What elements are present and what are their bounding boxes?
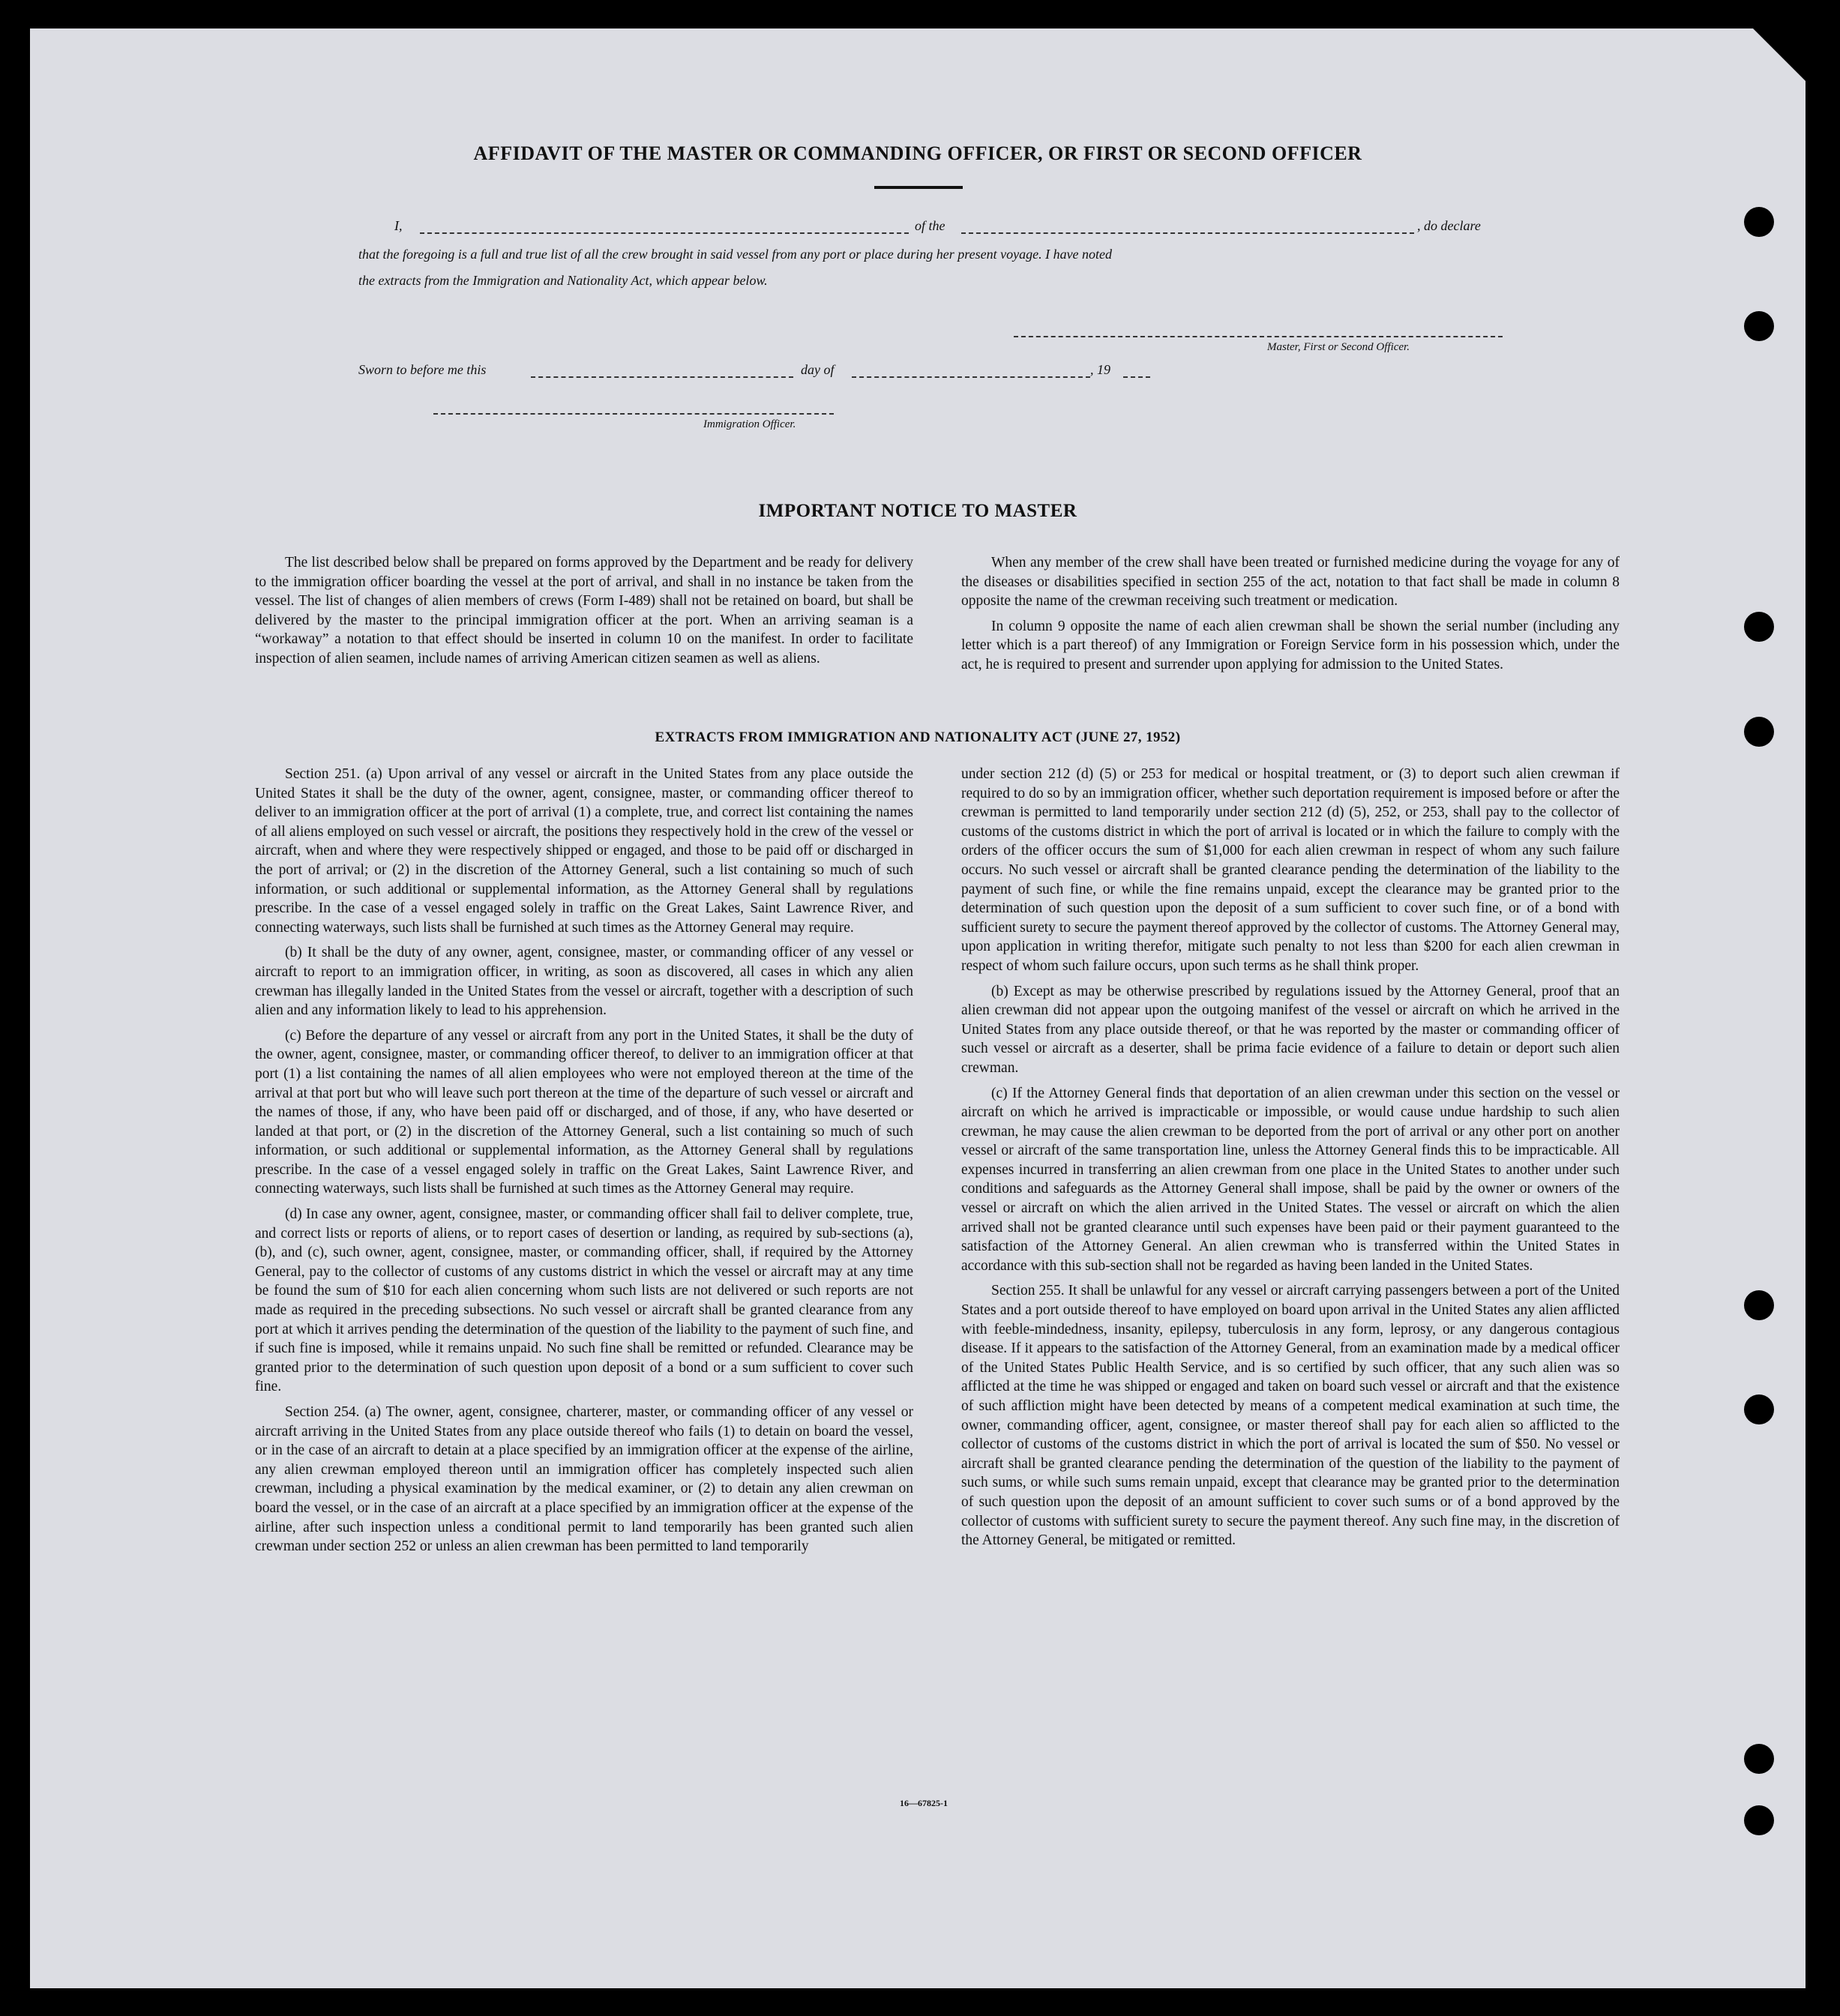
binder-hole-1	[1744, 207, 1774, 237]
extract-paragraph: (d) In case any owner, agent, consignee, master, or commanding officer shall fail to deliver complete, true, and correct lists or reports of aliens, or to report cases of desertion or landing, as required by sub-sections (a), (b), and (c), such owner, agent, consignee, master, or commanding officer, shall, if required by the Attorney General, pay to the collector of customs of any customs district in which the vessel or aircraft may at any time be found the sum of $10 for each alien concerning whom such lists are not delivered or such reports are not made as required in the preceding subsections. No such vessel or aircraft shall be granted clearance from any port at which it arrives pending the determination of the question of the liability to the payment of such fine, and if such fine is imposed, while it remains unpaid. No such fine shall be remitted or refunded. Clearance may be granted prior to the determination of such question upon deposit of a bond or a sum sufficient to cover such fine.	[255, 1206, 913, 1395]
name-blank[interactable]	[420, 232, 909, 234]
extracts-right-column	[961, 765, 1620, 1556]
binder-hole-2	[1744, 311, 1774, 341]
notice-paragraph: In column 9 opposite the name of each alien crewman shall be shown the serial number (including any letter which is a part thereof) of any Immigration or Foreign Service form in his possession which, under the act, he is required to present and surrender upon applying for admission to the United States.	[961, 618, 1620, 672]
day-of-text: day of	[801, 362, 835, 377]
binder-hole-8	[1744, 1805, 1774, 1835]
master-signature-label: Master, First or Second Officer.	[1267, 341, 1410, 353]
extracts-title: EXTRACTS FROM IMMIGRATION AND NATIONALITY ACT (JUNE 27, 1952)	[655, 729, 1181, 745]
sworn-month-blank[interactable]	[852, 376, 1090, 378]
sworn-text: Sworn to before me this	[358, 362, 487, 377]
affidavit-line-2: that the foregoing is a full and true list of all the crew brought in said vessel from any port or place during her present voyage. I have noted	[358, 247, 1113, 262]
extract-paragraph: Section 254. (a) The owner, agent, consignee, charterer, master, or commanding officer of any vessel or aircraft arriving in the United States from any place outside thereof who fails (1) to detain on board the vessel, or in the case of an aircraft to detain at a place specified by an immigration officer at the expense of the airline, any alien crewman employed thereon until an immigration officer has completely inspected such alien crewman, including a physical examination by the medical examiner, or (2) to detain any alien crewman on board the vessel, or in the case of an aircraft at a place specified by an immigration officer at the expense of the airline, after such inspection unless a conditional permit to land temporarily has been granted such alien crewman under section 252 or unless an alien crewman has been permitted to land temporarily	[255, 1404, 913, 1555]
form-number: 16—67825-1	[900, 1798, 948, 1808]
title-underline	[874, 186, 963, 189]
notice-title: IMPORTANT NOTICE TO MASTER	[758, 501, 1077, 521]
extracts-left-column	[255, 765, 913, 1562]
folded-corner	[1753, 28, 1806, 81]
binder-hole-6	[1744, 1394, 1774, 1424]
notice-paragraph: When any member of the crew shall have been treated or furnished medicine during the voyage for any of the diseases or disabilities specified in section 255 of the act, notation to that fact shall be made in column 8 opposite the name of the crewman receiving such treatment or medication.	[961, 555, 1620, 610]
extract-paragraph: under section 212 (d) (5) or 253 for medical or hospital treatment, or (3) to deport such alien crewman if required to do so by an immigration officer, whether such deportation requirement is imposed before or after the crewman is permitted to land temporarily under section 212 (d) (5), 252, or 253, shall pay to the collector of customs of the customs district in which the port of arrival is located or in which the failure to comply with the orders of the officer occurs the sum of $1,000 for each alien crewman in respect of whom any such failure occurs. No such vessel or aircraft shall be granted clearance pending the determination of the liability to the payment of such fine, or while the fine remains unpaid, except the clearance may be granted prior to the determination of such question upon the deposit of a sum sufficient to cover such fine, or of a bond with sufficient surety to secure the payment thereof approved by the collector of customs. The Attorney General may, upon application in writing therefor, mitigate such penalty to not less than $200 for each alien crewman in respect of whom such failure occurs, upon such terms as he shall think proper.	[961, 766, 1620, 974]
binder-hole-7	[1744, 1744, 1774, 1774]
extract-paragraph: (b) Except as may be otherwise prescribed by regulations issued by the Attorney General, proof that an alien crewman did not appear upon the outgoing manifest of the vessel or aircraft on which he arrived in the United States from any place outside thereof, or that he was reported by the master or commanding officer of such vessel or aircraft as a deserter, shall be prima facie evidence of a failure to detain or deport such alien crewman.	[961, 983, 1620, 1076]
sworn-day-blank[interactable]	[531, 376, 793, 378]
sworn-year-blank[interactable]	[1123, 376, 1150, 378]
affidavit-title: AFFIDAVIT OF THE MASTER OR COMMANDING OFFICER, OR FIRST OR SECOND OFFICER	[473, 142, 1362, 164]
extract-paragraph: (c) Before the departure of any vessel or aircraft from any port in the United States, it shall be the duty of the owner, agent, consignee, master, or commanding officer thereof, to deliver to an immigration officer at that port (1) a list containing the names of all alien employees who were not employed thereon at the time of the arrival at that port but who will leave such port thereon at the time of the departure of such vessel or aircraft and the names of those, if any, who have been paid off or discharged, and of those, if any, who have deserted or landed at that port, or (2) in the discretion of the Attorney General, such a list containing so much of such information, or such additional or supplemental information, as the Attorney General shall by regulations prescribe. In the case of a vessel engaged solely in traffic on the Great Lakes, Saint Lawrence River, and connecting waterways, such lists shall be furnished at such times as the Attorney General may require.	[255, 1027, 913, 1197]
notice-right-column	[961, 553, 1620, 681]
binder-hole-3	[1744, 612, 1774, 642]
extract-paragraph: Section 255. It shall be unlawful for any vessel or aircraft carrying passengers between a port of the United States and a port outside thereof to have employed on board upon arrival in the United States any alien afflicted with feeble-mindedness, insanity, epilepsy, tuberculosis in any form, leprosy, or any dangerous contagious disease. If it appears to the satisfaction of the Attorney General, from an examination made by a medical officer of the United States Public Health Service, and is so certified by such officer, that any such alien was so afflicted at the time he was shipped or engaged and taken on board such vessel or aircraft and that the existence of such affliction might have been detected by means of a competent medical examination at such time, the owner, commanding officer, agent, consignee, or master thereof shall pay for each alien so afflicted to the collector of customs of the customs district in which the port of arrival is located the sum of $50. No vessel or aircraft shall be granted clearance pending the determination of the question of the liability to the payment of such sums, or while such sums remain unpaid, except that clearance may be granted prior to the determination of such question upon the deposit of an amount sufficient to cover such sums or of a bond approved by the collector of customs with sufficient surety to secure the payment thereof. Any such fine may, in the discretion of the Attorney General, be mitigated or remitted.	[961, 1283, 1620, 1549]
vessel-blank[interactable]	[961, 232, 1414, 234]
affidavit-declare: , do declare	[1417, 218, 1481, 233]
extract-paragraph: (b) It shall be the duty of any owner, agent, consignee, master, or commanding officer of any vessel or aircraft to report to an immigration officer, in writing, as soon as discovered, all cases in which any alien crewman has illegally landed in the United States from the vessel or aircraft, together with a description of such alien and any information likely to lead to his apprehension.	[255, 945, 913, 1019]
affidavit-of-the: of the	[915, 218, 945, 233]
officer-signature-line[interactable]	[433, 413, 834, 415]
affidavit-i: I,	[394, 218, 403, 233]
affidavit-line-3: the extracts from the Immigration and Nationality Act, which appear below.	[358, 273, 768, 288]
binder-hole-5	[1744, 1290, 1774, 1320]
officer-signature-label: Immigration Officer.	[703, 418, 796, 430]
master-signature-line[interactable]	[1014, 336, 1503, 337]
document-page	[30, 28, 1806, 1988]
notice-left-column	[255, 553, 913, 675]
year-prefix: , 19	[1090, 362, 1110, 377]
extract-paragraph: (c) If the Attorney General finds that deportation of an alien crewman under this section on the vessel or aircraft on which he arrived is impracticable or impossible, or would cause undue hardship to such alien crewman, he may cause the alien crewman to be deported from the port of arrival or any other port on another vessel or aircraft of the same transportation line, unless the Attorney General finds this to be impracticable. All expenses incurred in transferring an alien crewman from one place in the United States to another under such conditions and safeguards as the Attorney General shall impose, shall be paid by the owner or owners of the vessel or aircraft on which the alien arrived in the United States. The vessel or aircraft on which the alien arrived shall not be granted clearance until such expenses have been paid or their payment guaranteed to the satisfaction of the Attorney General. An alien crewman who is transferred within the United States in accordance with this sub-section shall not be regarded as having been landed in the United States.	[961, 1085, 1620, 1274]
notice-paragraph: The list described below shall be prepared on forms approved by the Department and be ready for delivery to the immigration officer boarding the vessel at the port of arrival, and shall in no instance be taken from the vessel. The list of changes of alien members of crews (Form I-489) shall not be retained on board, but shall be delivered by the master to the principal immigration officer at the port. When an arriving seaman is a “workaway” a notation to that effect should be inserted in column 10 on the manifest. In order to facilitate inspection of alien seamen, include names of arriving American citizen seamen as well as aliens.	[255, 555, 913, 667]
extract-paragraph: Section 251. (a) Upon arrival of any vessel or aircraft in the United States from any place outside the United States it shall be the duty of the owner, agent, consignee, master, or commanding officer thereof to deliver to an immigration officer at the port of arrival (1) a complete, true, and correct list containing the names of all aliens employed on such vessel or aircraft, the positions they respectively hold in the crew of the vessel or aircraft, when and where they were respectively shipped or engaged, and those to be paid off or discharged in the port of arrival; or (2) in the discretion of the Attorney General, such a list containing so much of such information, or such additional or supplemental information, as the Attorney General shall by regulations prescribe. In the case of a vessel engaged solely in traffic on the Great Lakes, Saint Lawrence River, and connecting waterways, such lists shall be furnished at such times as the Attorney General may require.	[255, 766, 913, 936]
